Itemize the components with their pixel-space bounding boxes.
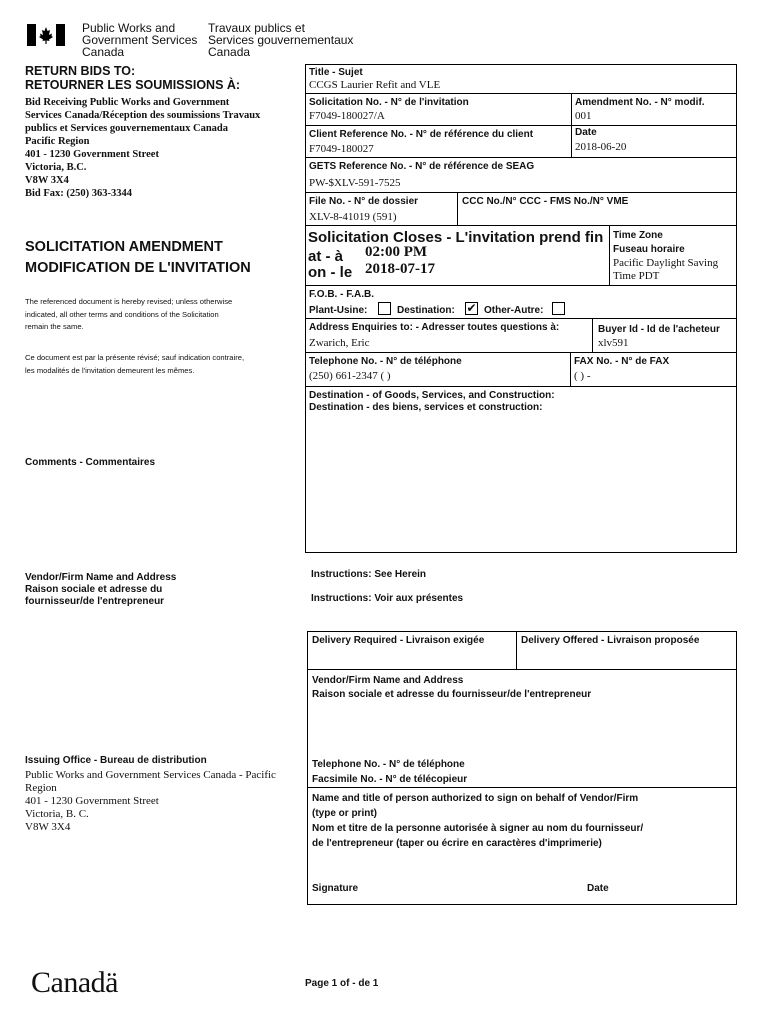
amendment-no-label: Amendment No. - N° modif. [575, 97, 705, 108]
canada-flag-logo [27, 24, 65, 46]
signature-label: Signature [312, 883, 359, 894]
telephone-value: (250) 661-2347 ( ) [309, 370, 391, 382]
vendor-facsimile-label: Facsimile No. - N° de télécopieur [312, 774, 468, 785]
dest-label-line: Destination - of Goods, Services, and Construction: [309, 390, 555, 401]
amendment-title-en: SOLICITATION AMENDMENT [25, 239, 223, 255]
dest-label-line: Destination - des biens, services et construction: [309, 402, 543, 413]
note-line: indicated, all other terms and conditions of the Solicitation [25, 309, 219, 319]
client-reference-label: Client Reference No. - N° de référence du client [309, 129, 534, 140]
dept-fr-line: Travaux publics et [208, 21, 305, 35]
form-divider [592, 318, 593, 352]
note-line: les modalités de l'invitation demeurent les mêmes. [25, 365, 195, 375]
file-no-label: File No. - N° de dossier [309, 196, 419, 207]
amendment-note-fr [25, 352, 244, 377]
issuing-office-address [25, 769, 276, 834]
amendment-note-en [25, 296, 232, 334]
fax-label: FAX No. - N° de FAX [574, 356, 670, 367]
tz-label-line: Time Zone [613, 230, 663, 241]
signature-date-label: Date [587, 883, 609, 894]
form-divider [305, 352, 737, 353]
dept-en-line: Public Works and [82, 21, 176, 35]
page-number: Page 1 of - de 1 [305, 978, 379, 989]
file-no-value: XLV-8-41019 (591) [309, 211, 397, 223]
vendor-firm-label [312, 674, 591, 702]
form-divider [307, 787, 737, 788]
destination-label: Destination: [397, 305, 455, 316]
office-line: Region [25, 782, 57, 794]
fax-value: ( ) - [574, 370, 591, 382]
form-divider [305, 386, 737, 387]
address-line: 401 - 1230 Government Street [25, 149, 159, 160]
telephone-label: Telephone No. - N° de téléphone [309, 356, 462, 367]
form-divider [305, 318, 737, 319]
form-divider [305, 157, 737, 158]
other-autre-label: Other-Autre: [484, 305, 544, 316]
issuing-office-label: Issuing Office - Bureau de distribution [25, 755, 207, 766]
instructions-fr: Instructions: Voir aux présentes [311, 593, 464, 604]
date-value: 2018-06-20 [575, 141, 627, 153]
note-line: remain the same. [25, 322, 84, 331]
form-divider [570, 352, 571, 386]
closes-on-value: 2018-07-17 [365, 261, 435, 277]
client-reference-value: F7049-180027 [309, 143, 374, 155]
vendor-label-line: fournisseur/de l'entrepreneur [25, 596, 165, 607]
plant-usine-label: Plant-Usine: [309, 305, 368, 316]
dept-fr-line: Services gouvernementaux [208, 33, 354, 47]
closes-on-label: on - le [308, 264, 353, 281]
vendor-label-line: Vendor/Firm Name and Address [25, 572, 177, 583]
time-zone-label [613, 229, 685, 257]
instructions-en: Instructions: See Herein [311, 569, 427, 580]
address-line: Bid Fax: (250) 363-3344 [25, 188, 133, 199]
form-divider [305, 93, 737, 94]
destination-checkbox[interactable]: ✔ [466, 301, 477, 315]
address-line: publics et Services gouvernementaux Canada [25, 123, 228, 134]
office-line: Public Works and Government Services Canada - Pacific [25, 769, 276, 781]
other-autre-checkbox[interactable] [552, 302, 565, 315]
tz-value-line: Pacific Daylight Saving [613, 257, 719, 269]
gets-reference-value: PW-$XLV-591-7525 [309, 177, 401, 189]
dept-en-line: Canada [82, 45, 125, 59]
title-label: Title - Sujet [309, 67, 363, 78]
canada-wordmark: Canadä [31, 966, 118, 999]
address-line: Pacific Region [25, 136, 90, 147]
form-divider [305, 125, 737, 126]
dept-fr-line: Canada [208, 45, 251, 59]
return-bids-address [25, 96, 260, 200]
office-line: V8W 3X4 [25, 821, 71, 833]
auth-line: Name and title of person authorized to sign on behalf of Vendor/Firm [312, 793, 639, 804]
form-divider [305, 285, 737, 286]
vendor-telephone-label: Telephone No. - N° de téléphone [312, 759, 465, 770]
buyer-id-value: xlv591 [598, 337, 629, 349]
office-line: 401 - 1230 Government Street [25, 795, 159, 807]
date-label: Date [575, 127, 597, 138]
auth-line: de l'entrepreneur (taper ou écrire en caractères d'imprimerie) [312, 838, 602, 849]
closes-at-label: at - à [308, 248, 344, 265]
auth-line: (type or print) [312, 808, 377, 819]
solicitation-no-label: Solicitation No. - N° de l'invitation [309, 97, 469, 108]
delivery-offered-label: Delivery Offered - Livraison proposée [521, 635, 700, 646]
delivery-required-label: Delivery Required - Livraison exigée [312, 635, 485, 646]
destination-goods-label [309, 390, 555, 414]
authorized-person-label [312, 791, 643, 851]
buyer-id-label: Buyer Id - Id de l'acheteur [598, 324, 720, 335]
fob-label: F.O.B. - F.A.B. [309, 289, 374, 300]
form-divider [305, 192, 737, 193]
form-divider [571, 93, 572, 157]
note-line: The referenced document is hereby revised; unless otherwise [25, 297, 233, 306]
department-name-fr [208, 22, 353, 58]
gets-reference-label: GETS Reference No. - N° de référence de SEAG [309, 161, 535, 172]
amendment-title-fr: MODIFICATION DE L'INVITATION [25, 260, 251, 276]
form-divider [307, 669, 737, 670]
address-line: V8W 3X4 [25, 175, 69, 186]
time-zone-value [613, 257, 718, 283]
form-divider [457, 192, 458, 225]
vendor-name-address-label [25, 572, 176, 608]
address-enquiries-value: Zwarich, Eric [309, 337, 370, 349]
form-divider [516, 631, 517, 669]
address-line: Services Canada/Réception des soumissions Travaux [25, 110, 261, 121]
address-line: Victoria, B.C. [25, 162, 87, 173]
form-divider [609, 225, 610, 285]
return-bids-title [25, 64, 240, 92]
return-bids-title-en: RETURN BIDS TO: [25, 64, 136, 78]
vendor-firm-line: Vendor/Firm Name and Address [312, 675, 464, 686]
department-name-en [82, 22, 197, 58]
plant-usine-checkbox[interactable] [378, 302, 391, 315]
solicitation-closes-label: Solicitation Closes - L'invitation prend fin [308, 229, 604, 246]
office-line: Victoria, B. C. [25, 808, 89, 820]
dept-en-line: Government Services [82, 33, 198, 47]
form-divider [305, 225, 737, 226]
vendor-label-line: Raison sociale et adresse du [25, 584, 163, 595]
address-line: Bid Receiving Public Works and Government [25, 97, 230, 108]
auth-line: Nom et titre de la personne autorisée à signer au nom du fournisseur/ [312, 823, 644, 834]
return-bids-title-fr: RETOURNER LES SOUMISSIONS À: [25, 78, 241, 92]
vendor-firm-line: Raison sociale et adresse du fournisseur/de l'entrepreneur [312, 689, 592, 700]
tz-value-line: Time PDT [613, 270, 660, 282]
amendment-no-value: 001 [575, 110, 592, 122]
ccc-no-label: CCC No./N° CCC - FMS No./N° VME [462, 196, 629, 207]
note-line: Ce document est par la présente révisé; sauf indication contraire, [25, 353, 245, 362]
tz-label-line: Fuseau horaire [613, 244, 685, 255]
solicitation-no-value: F7049-180027/A [309, 110, 385, 122]
title-value: CCGS Laurier Refit and VLE [309, 79, 441, 91]
address-enquiries-label: Address Enquiries to: - Adresser toutes questions à: [309, 322, 560, 333]
amendment-title [25, 237, 251, 279]
closes-at-value: 02:00 PM [365, 244, 428, 260]
comments-label: Comments - Commentaires [25, 457, 156, 468]
